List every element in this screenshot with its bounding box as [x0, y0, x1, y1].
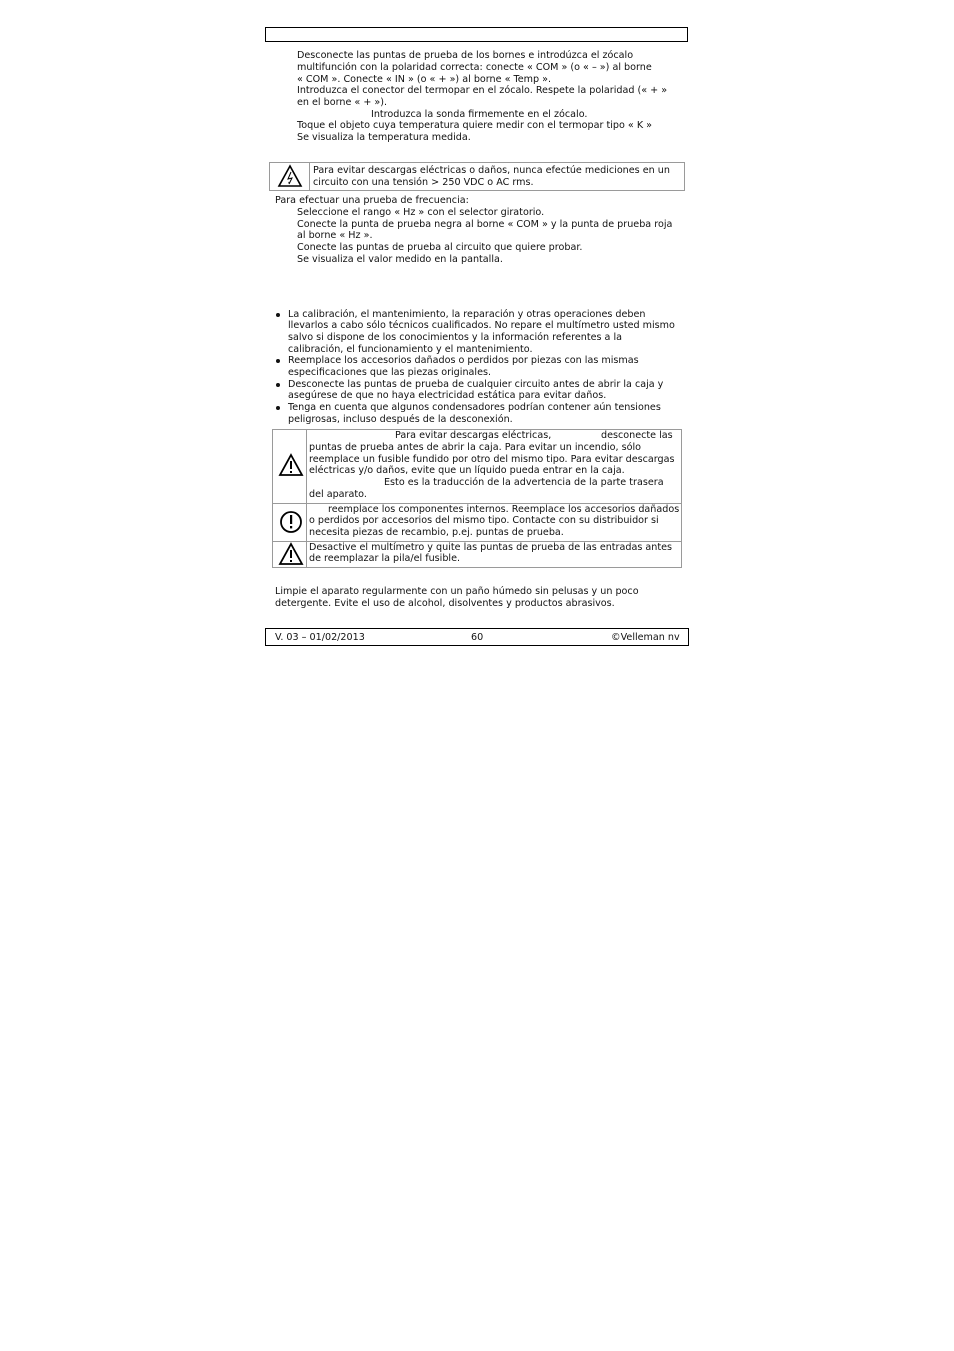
- cleaning-line: Limpie el aparato regularmente con un paño húmedo sin pelusas y un poco: [275, 586, 639, 597]
- voltage-warning-line: Para evitar descargas eléctricas o daños, nunca efectúe mediciones en un: [313, 165, 670, 176]
- warn-row2-line: necesita piezas de recambio, p.ej. puntas de prueba.: [309, 527, 564, 538]
- freq-step-line: al borne « Hz ».: [297, 230, 373, 241]
- footer-page-number: 60: [471, 632, 484, 643]
- bullet-line: calibración, el funcionamiento y el mantenimiento.: [288, 344, 533, 355]
- freq-step-line: Seleccione el rango « Hz » con el selector giratorio.: [297, 207, 545, 218]
- cell-divider: [306, 429, 307, 568]
- footer-copyright: ©Velleman nv: [611, 632, 680, 643]
- high-voltage-warning-icon: [277, 164, 303, 188]
- bullet-line: Desconecte las puntas de prueba de cualquier circuito antes de abrir la caja y: [288, 379, 664, 390]
- freq-intro: Para efectuar una prueba de frecuencia:: [275, 195, 469, 206]
- warn-row1-part-b: desconecte las: [601, 430, 673, 441]
- thermo-step-line: « COM ». Conecte « IN » (o « + ») al borne « Temp ».: [297, 74, 552, 85]
- thermo-step-line: multifunción con la polaridad correcta: conecte « COM » (o « – ») al borne: [297, 62, 652, 73]
- thermo-step-line: Introduzca el conector del termopar en el zócalo. Respete la polaridad (« + »: [297, 85, 668, 96]
- bullet-line: La calibración, el mantenimiento, la reparación y otras operaciones deben: [288, 309, 646, 320]
- bullet-line: asegúrese de que no haya electricidad estática para evitar daños.: [288, 390, 607, 401]
- warn-row3-line: Desactive el multímetro y quite las puntas de prueba de las entradas antes: [309, 542, 673, 553]
- header-box: [265, 27, 688, 42]
- warn-row2-line: reemplace los componentes internos. Reemplace los accesorios dañados: [328, 504, 680, 515]
- warn-row1-last: del aparato.: [309, 489, 367, 500]
- bullet-dot: [276, 359, 280, 363]
- warn-row1-line: puntas de prueba antes de abrir la caja. Para evitar un incendio, sólo: [309, 442, 642, 453]
- freq-step-line: Conecte la punta de prueba negra al borne « COM » y la punta de prueba roja: [297, 219, 673, 230]
- bullet-line: peligrosas, incluso después de la desconexión.: [288, 414, 513, 425]
- freq-step-line: Conecte las puntas de prueba al circuito que quiere probar.: [297, 242, 583, 253]
- bullet-line: especificaciones que las piezas originales.: [288, 367, 492, 378]
- thermo-step-line: en el borne « + »).: [297, 97, 388, 108]
- warning-triangle-icon: [278, 453, 304, 477]
- warn-row1-line: eléctricas y/o daños, evite que un líquido pueda entrar en la caja.: [309, 465, 625, 476]
- bullet-dot: [276, 383, 280, 387]
- warn-row1-part-a: Para evitar descargas eléctricas,: [395, 430, 552, 441]
- thermo-step-line: Se visualiza la temperatura medida.: [297, 132, 471, 143]
- footer-version: V. 03 – 01/02/2013: [275, 632, 365, 643]
- thermo-step-line: Desconecte las puntas de prueba de los bornes e introdúzca el zócalo: [297, 50, 634, 61]
- warn-row1-line: reemplace un fusible fundido por otro del mismo tipo. Para evitar descargas: [309, 454, 675, 465]
- warn-row1-translation: Esto es la traducción de la advertencia de la parte trasera: [384, 477, 664, 488]
- cell-divider: [309, 162, 310, 191]
- cleaning-line: detergente. Evite el uso de alcohol, disolventes y productos abrasivos.: [275, 598, 615, 609]
- voltage-warning-line: circuito con una tensión > 250 VDC o AC rms.: [313, 177, 534, 188]
- warn-row2-line: o perdidos por accesorios del mismo tipo. Contacte con su distribuidor si: [309, 515, 659, 526]
- thermo-step-line: Toque el objeto cuya temperatura quiere medir con el termopar tipo « K »: [297, 120, 653, 131]
- bullet-line: Tenga en cuenta que algunos condensadores podrían contener aún tensiones: [288, 402, 661, 413]
- warning-triangle-icon: [278, 542, 304, 566]
- bullet-line: salvo si dispone de los conocimientos y la información referentes a la: [288, 332, 623, 343]
- bullet-line: llevarlos a cabo sólo técnicos cualificados. No repare el multímetro usted mismo: [288, 320, 675, 331]
- bullet-dot: [276, 313, 280, 317]
- exclamation-circle-icon: [279, 510, 303, 534]
- thermo-step-line: Introduzca la sonda firmemente en el zócalo.: [371, 109, 588, 120]
- bullet-line: Reemplace los accesorios dañados o perdidos por piezas con las mismas: [288, 355, 639, 366]
- bullet-dot: [276, 406, 280, 410]
- warn-row3-line: de reemplazar la pila/el fusible.: [309, 553, 461, 564]
- freq-step-line: Se visualiza el valor medido en la pantalla.: [297, 254, 503, 265]
